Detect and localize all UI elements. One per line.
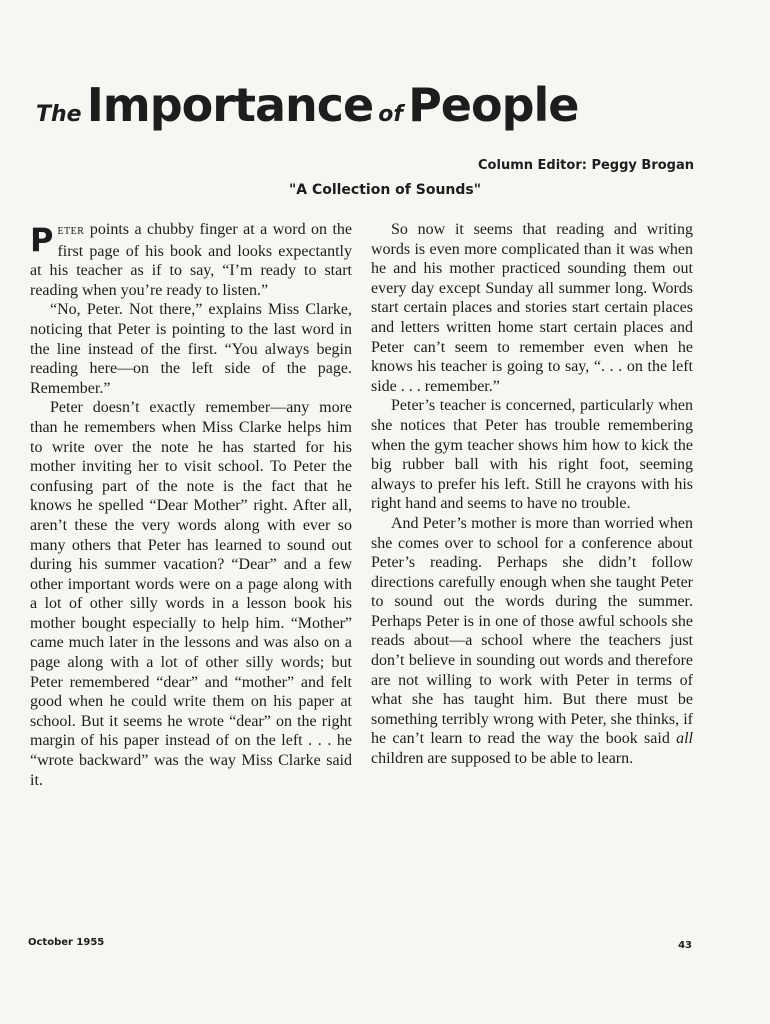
paragraph-5: Peter’s teacher is concerned, particularly when she notices that Peter has trouble remembering when the gym teacher shows him how to kick the big rubber ball with his right foot, seeming always to prefer his left. Still he crayons with his right hand and seems to have no trouble. xyxy=(371,397,693,513)
article-subtitle: "A Collection of Sounds" xyxy=(288,182,482,198)
drop-cap: P xyxy=(30,221,54,259)
column-title xyxy=(36,78,579,132)
title-word-importance: Importance xyxy=(86,78,374,132)
article-column-left xyxy=(30,220,352,790)
column-editor-credit: Column Editor: Peggy Brogan xyxy=(478,158,694,173)
page-number: 43 xyxy=(678,940,692,951)
paragraph-6 xyxy=(371,514,693,769)
paragraph-1-text: points a chubby finger at a word on the first page of his book and looks expectantly at his teacher as if to say, “I’m ready to start reading when you’re ready to listen.” xyxy=(30,221,352,299)
paragraph-6-text-b: children are supposed to be able to learn. xyxy=(371,750,634,768)
title-word-people: People xyxy=(408,78,579,132)
article-column-right xyxy=(371,220,693,769)
issue-date: October 1955 xyxy=(28,937,105,948)
paragraph-4: So now it seems that reading and writing words is even more complicated than it was when he and his mother practiced sounding them out every day except Sunday all summer long. Words start certain places and stories start certain places and letters written home start certain places and Peter can’t seem to remember even when he knows his teacher is going to say, “. . . on the left side . . . remember.” xyxy=(371,221,693,395)
paragraph-6-text-a: And Peter’s mother is more than worried when she comes over to school for a conference about Peter’s reading. Perhaps she didn’t follow directions carefully enough when she taught Peter to sound out the words during the summer. Perhaps Peter is in one of those awful schools she reads about—a school where the teachers just don’t believe in sounding out words and therefore are not willing to work with Peter in terms of what she has taught him. But there must be something terribly wrong with Peter, she thinks, if he can’t learn to read the way the book said xyxy=(371,514,693,748)
title-word-the: The xyxy=(36,102,82,127)
paragraph-1 xyxy=(30,220,352,300)
title-word-of: of xyxy=(378,102,403,127)
paragraph-2: “No, Peter. Not there,” explains Miss Clarke, noticing that Peter is pointing to the last word in the line instead of the first. “You always begin reading here—on the left side of the page. Remember.” xyxy=(30,301,352,397)
smallcaps-lead: ETER xyxy=(57,226,85,237)
paragraph-6-emphasis: all xyxy=(676,730,693,748)
paragraph-3: Peter doesn’t exactly remember—any more than he remembers when Miss Clarke helps him to write over the note he has started for his mother inviting her to visit school. To Peter the confusing part of the note is the fact that he knows he spelled “Dear Mother” right. After all, aren’t these the very words along with ever so many others that Peter has learned to sound out during his summer vacation? “Dear” and a few other important words were on a page along with a lot of other silly words in a lesson book his mother bought especially to help him. “Mother” came much later in the lessons and was also on a page along with a lot of other silly words; but Peter remembered “dear” and “mother” and felt good when he could write them on his paper at school. But it seems he wrote “dear” on the right margin of his paper instead of on the left . . . he “wrote backward” was the way Miss Clarke said it. xyxy=(30,399,352,789)
